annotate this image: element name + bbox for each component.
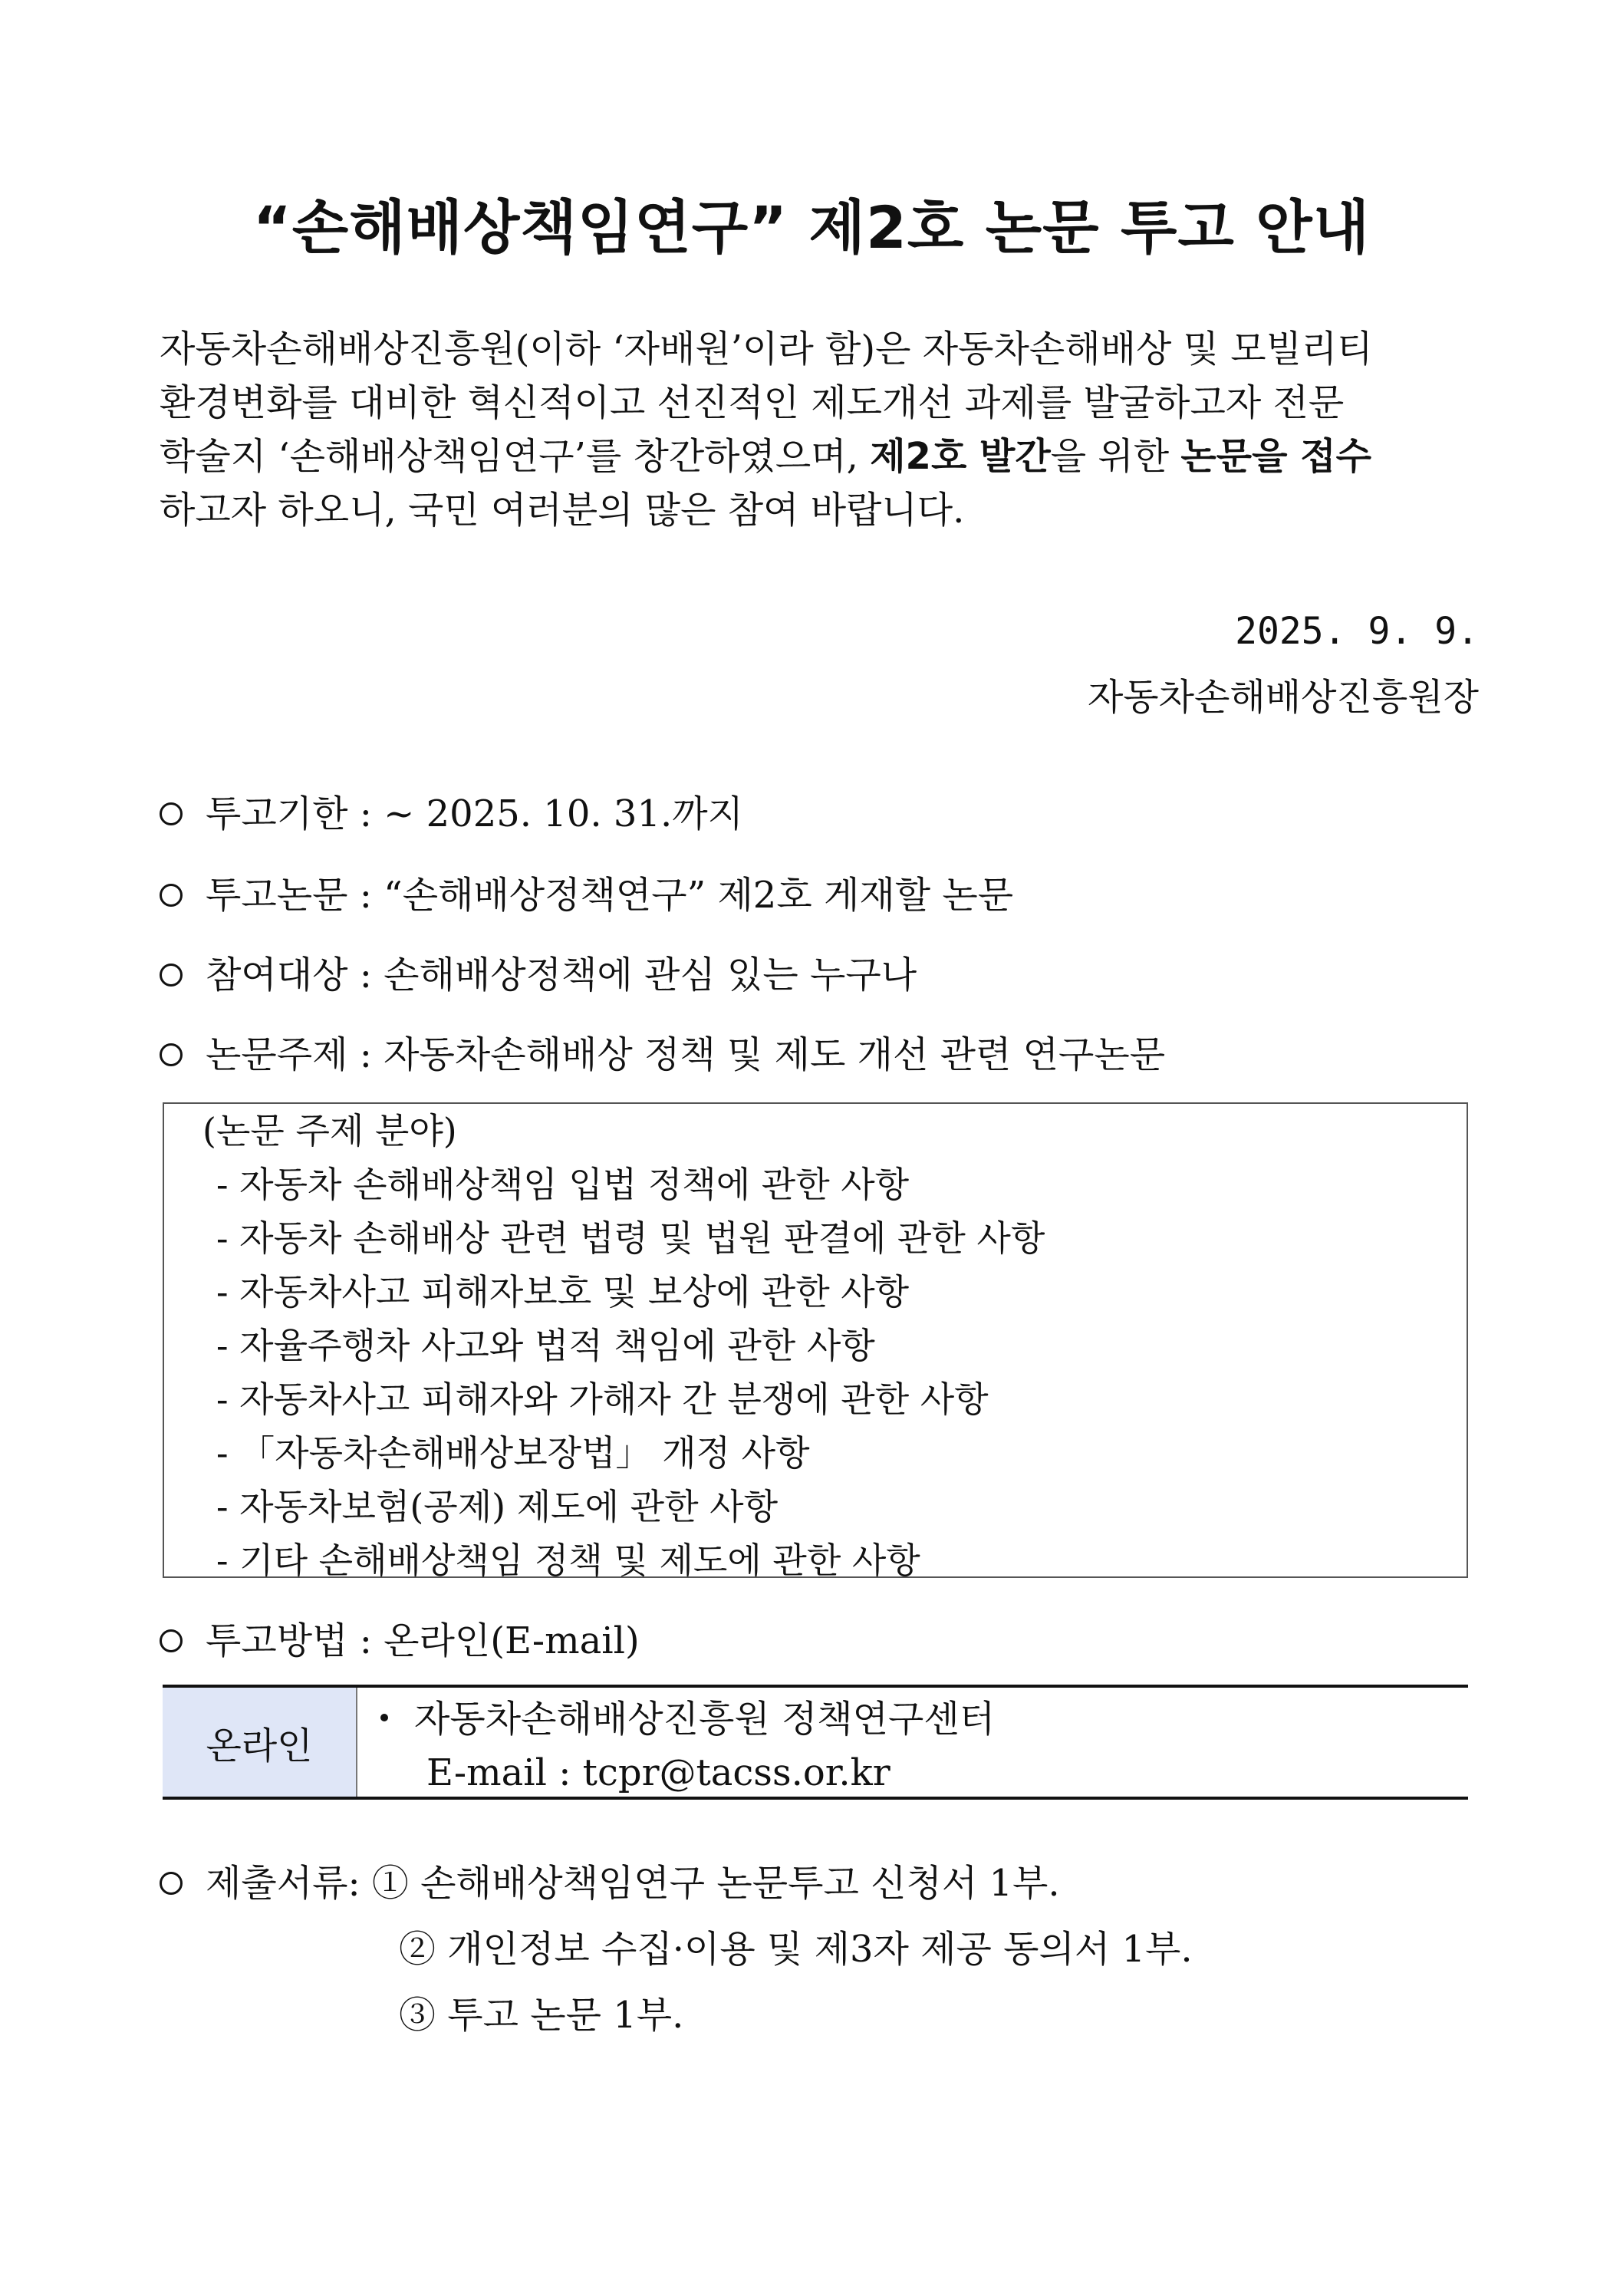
submission-documents [160,1850,1193,2048]
list-item: - 기타 손해배상책임 정책 및 제도에 관한 사항 [216,1540,920,1581]
document-item: ③ 투고 논문 1부. [399,1994,684,2037]
intro-text: 을 위한 [1050,435,1181,478]
intro-line-4: 하고자 하오니, 국민 여러분의 많은 참여 바랍니다. [160,489,965,532]
topic-area-heading: (논문 주제 분야) [202,1110,457,1151]
document-item: ① 손해배상책임연구 논문투고 신청서 1부. [371,1862,1060,1905]
list-item: - 자율주행차 사고와 법적 책임에 관한 사항 [216,1325,875,1366]
intro-paragraph [160,322,1479,537]
intro-line-2: 환경변화를 대비한 혁신적이고 선진적인 제도개선 과제를 발굴하고자 전문 [160,381,1345,424]
circle-bullet-icon [160,802,183,825]
list-item: - 자동차보험(공제) 제도에 관한 사항 [216,1486,779,1527]
online-content-cell [357,1688,1468,1797]
documents-row-1 [160,1850,1193,1916]
item-deadline-text: 투고기한 : ~ 2025. 10. 31.까지 [206,792,743,835]
intro-line-3 [160,430,1479,483]
item-paper-text: 투고논문 : “손해배상정책연구” 제2호 게재할 논문 [206,874,1014,917]
page-title: “손해배상책임연구” 제2호 논문 투고 안내 [252,193,1371,262]
list-item: - 자동차사고 피해자와 가해자 간 분쟁에 관한 사항 [216,1379,989,1420]
item-method-text: 투고방법 : 온라인(E-mail) [206,1619,640,1662]
item-topic [160,1025,1165,1078]
item-topic-text: 논문주제 : 자동차손해배상 정책 및 제도 개선 관련 연구논문 [206,1033,1166,1076]
circle-bullet-icon [160,1043,183,1066]
documents-label: 제출서류: [206,1862,372,1905]
circle-bullet-icon [160,884,183,907]
intro-line-1: 자동차손해배상진흥원(이하 ‘자배원’이라 함)은 자동차손해배상 및 모빌리티 [160,328,1373,371]
notice-date: 2025. 9. 9. [1235,610,1479,653]
notice-signer: 자동차손해배상진흥원장 [1087,676,1479,719]
intro-emphasis-submission: 논문을 접수 [1180,435,1371,478]
online-label-cell: 온라인 [163,1688,357,1797]
online-email[interactable]: E-mail : tcpr@tacss.or.kr [426,1751,891,1794]
intro-text: 학술지 ‘손해배상책임연구’를 창간하였으며, [160,435,871,478]
topic-area-list [216,1158,1045,1587]
circle-bullet-icon [160,964,183,987]
item-target-text: 참여대상 : 손해배상정책에 관심 있는 누구나 [206,954,917,996]
online-org: 자동차손해배상진흥원 정책연구센터 [414,1698,996,1741]
item-method [160,1611,640,1664]
list-item: - 자동차 손해배상 관련 법령 및 법원 판결에 관한 사항 [216,1217,1045,1259]
list-item: - 자동차 손해배상책임 입법 정책에 관한 사항 [216,1164,910,1205]
documents-row-3 [160,1982,1193,2048]
circle-bullet-icon [160,1872,183,1895]
item-target [160,945,917,998]
online-org-row [380,1692,1468,1746]
document-item: ② 개인정보 수집·이용 및 제3자 제공 동의서 1부. [399,1928,1193,1971]
list-item: - 「자동차손해배상보장법」 개정 사항 [216,1432,810,1474]
bullet-dot-icon [380,1714,388,1721]
circle-bullet-icon [160,1629,183,1652]
intro-emphasis-issue: 제2호 발간 [870,435,1051,478]
online-submission-table [163,1685,1468,1800]
list-item: - 자동차사고 피해자보호 및 보상에 관한 사항 [216,1271,910,1313]
documents-row-2 [160,1916,1193,1982]
item-deadline [160,784,743,837]
topic-area-box [163,1102,1468,1581]
item-paper [160,865,1013,918]
